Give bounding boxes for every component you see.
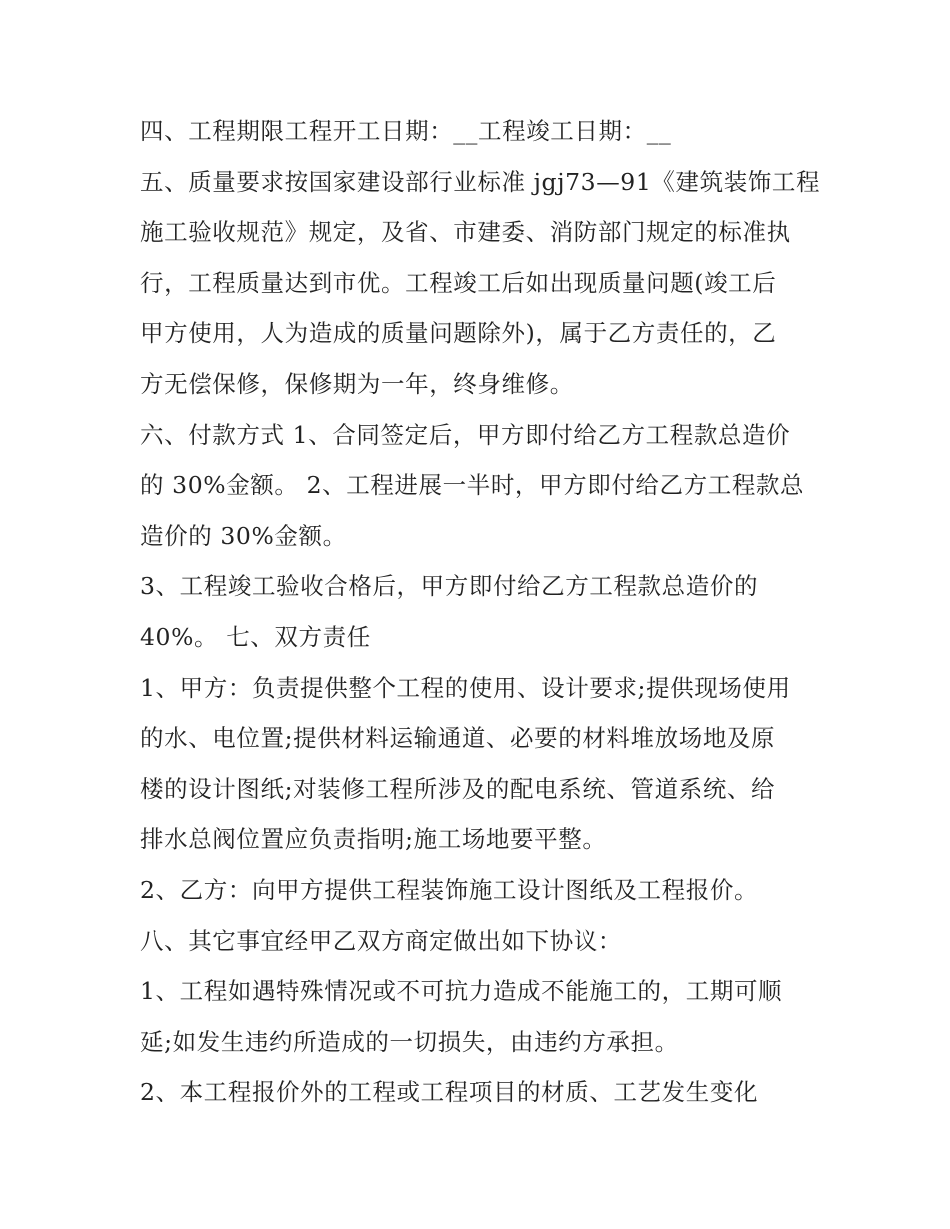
text-line: 甲方使用，人为造成的质量问题除外)，属于乙方责任的，乙 (140, 319, 777, 348)
text-line: 40%。 七、双方责任 (140, 622, 371, 651)
text-line: 行，工程质量达到市优。工程竣工后如出现质量问题(竣工后 (140, 268, 777, 297)
document-body (140, 106, 821, 1118)
text-line: 方无偿保修，保修期为一年，终身维修。 (140, 369, 574, 398)
text-line: 的 30%金额。 2、工程进展一半时，甲方即付给乙方工程款总 (140, 471, 805, 500)
text-line: 2、本工程报价外的工程或工程项目的材质、工艺发生变化 (140, 1078, 759, 1107)
text-line: 造价的 30%金额。 (140, 521, 347, 550)
text-line: 1、甲方：负责提供整个工程的使用、设计要求;提供现场使用 (140, 673, 791, 702)
text-line: 延;如发生违约所造成的一切损失，由违约方承担。 (140, 1027, 679, 1056)
text-line: 3、工程竣工验收合格后，甲方即付给乙方工程款总造价的 (140, 572, 759, 601)
text-line: 排水总阀位置应负责指明;施工场地要平整。 (140, 825, 607, 854)
text-line: 五、质量要求按国家建设部行业标准 jgj73—91《建筑装饰工程 (140, 167, 821, 196)
text-line: 楼的设计图纸;对装修工程所涉及的配电系统、管道系统、给 (140, 774, 776, 803)
text-line: 2、乙方：向甲方提供工程装饰施工设计图纸及工程报价。 (140, 875, 759, 904)
text-line: 六、付款方式 1、合同签定后，甲方即付给乙方工程款总造价 (140, 420, 791, 449)
text-line: 1、工程如遇特殊情况或不可抗力造成不能施工的，工期可顺 (140, 977, 783, 1006)
text-line: 施工验收规范》规定，及省、市建委、消防部门规定的标准执 (140, 218, 791, 247)
text-line: 四、工程期限工程开工日期：__工程竣工日期：__ (140, 117, 672, 145)
text-line: 的水、电位置;提供材料运输通道、必要的材料堆放场地及原 (140, 724, 776, 753)
text-line: 八、其它事宜经甲乙双方商定做出如下协议： (140, 926, 622, 955)
